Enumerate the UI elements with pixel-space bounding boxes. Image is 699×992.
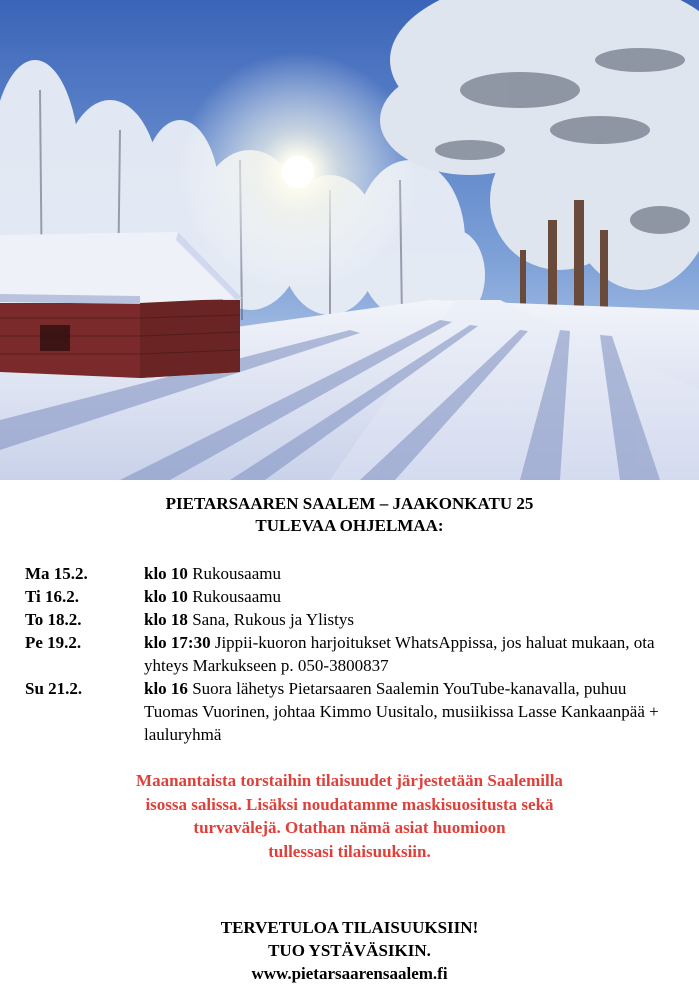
winter-landscape-photo bbox=[0, 0, 699, 480]
event-time: klo 10 bbox=[144, 587, 188, 606]
event-text: Rukousaamu bbox=[187, 587, 281, 606]
schedule-row bbox=[25, 631, 675, 677]
event-day: Ti 16.2. bbox=[25, 587, 80, 606]
event-description bbox=[144, 608, 675, 631]
event-day: Su 21.2. bbox=[25, 679, 83, 698]
event-time: klo 18 bbox=[144, 610, 188, 629]
event-text: Suora lähetys Pietarsaaren Saalemin YouTube-kanavalla, puhuu Tuomas Vuorinen, johtaa Kimmo Uusitalo, musiikissa Lasse Kankaanpää + lauluryhmä bbox=[144, 679, 659, 744]
website-link[interactable]: www.pietarsaarensaalem.fi bbox=[251, 964, 448, 983]
schedule-row bbox=[25, 677, 675, 746]
upcoming-program-heading: TULEVAA OHJELMAA: bbox=[255, 516, 444, 535]
event-time: klo 17:30 bbox=[144, 633, 211, 652]
event-schedule bbox=[25, 562, 675, 746]
schedule-row bbox=[25, 562, 675, 585]
footer bbox=[0, 916, 699, 985]
notice-line: turvavälejä. Otathan nämä asiat huomioon bbox=[193, 818, 506, 837]
winter-scene-image bbox=[0, 0, 699, 480]
event-day: Pe 19.2. bbox=[25, 633, 82, 652]
invite-text: TUO YSTÄVÄSIKIN. bbox=[268, 941, 431, 960]
event-time: klo 10 bbox=[144, 564, 188, 583]
schedule-row bbox=[25, 608, 675, 631]
notice-line: Maanantaista torstaihin tilaisuudet järjestetään Saalemilla bbox=[136, 771, 563, 790]
event-day: Ma 15.2. bbox=[25, 564, 88, 583]
event-text: Sana, Rukous ja Ylistys bbox=[187, 610, 355, 629]
event-description bbox=[144, 677, 675, 746]
notice-line: isossa salissa. Lisäksi noudatamme maskisuositusta sekä bbox=[145, 794, 554, 814]
schedule-row bbox=[25, 585, 675, 608]
event-text: Jippii-kuoron harjoitukset WhatsAppissa, jos haluat mukaan, ota yhteys Markukseen p. 050-3800837 bbox=[144, 633, 655, 675]
event-text: Rukousaamu bbox=[187, 564, 281, 583]
event-description bbox=[144, 631, 675, 677]
church-address-heading: PIETARSAAREN SAALEM – JAAKONKATU 25 bbox=[165, 494, 534, 513]
event-description bbox=[144, 585, 675, 608]
event-day: To 18.2. bbox=[25, 610, 82, 629]
welcome-text: TERVETULOA TILAISUUKSIIN! bbox=[220, 918, 479, 937]
event-description bbox=[144, 562, 675, 585]
event-time: klo 16 bbox=[144, 679, 188, 698]
covid-notice bbox=[0, 769, 699, 863]
notice-line: tullessasi tilaisuuksiin. bbox=[268, 841, 431, 861]
